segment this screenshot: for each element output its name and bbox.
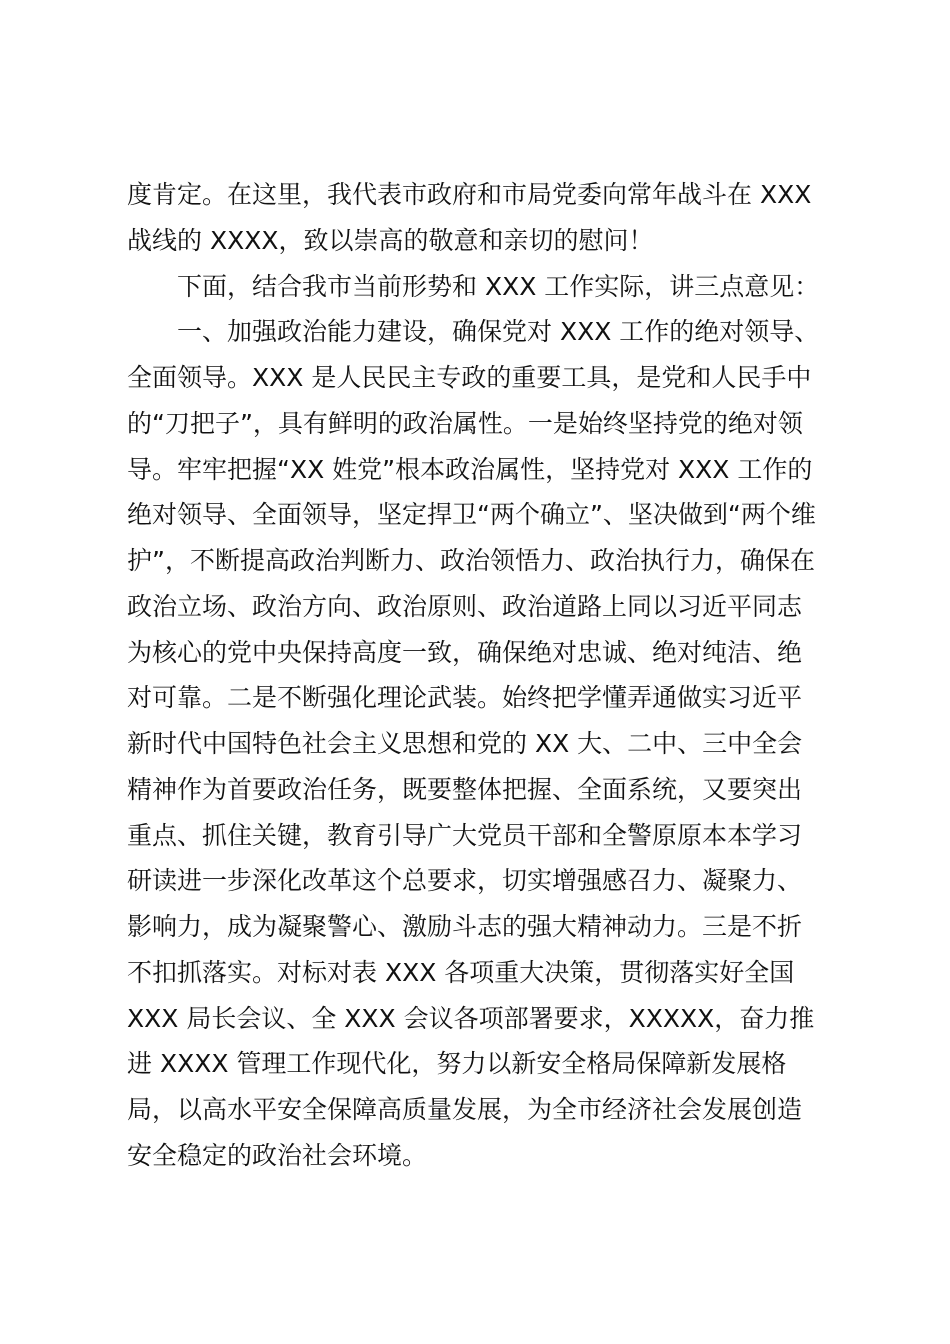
text-line-11: 为核心的党中央保持高度一致，确保绝对忠诚、绝对纯洁、绝	[127, 637, 803, 667]
text-line-13: 新时代中国特色社会主义思想和党的 XX 大、二中、三中全会	[127, 729, 803, 758]
text-line-19: XXX 局长会议、全 XXX 会议各项部署要求，XXXXX，奋力推	[127, 1003, 815, 1033]
text-line-20: 进 XXXX 管理工作现代化，努力以新安全格局保障新发展格	[127, 1049, 787, 1079]
text-line-10: 政治立场、政治方向、政治原则、政治道路上同以习近平同志	[127, 591, 803, 621]
text-line-1: 度肯定。在这里，我代表市政府和市局党委向常年战斗在 XXX	[127, 180, 812, 209]
text-line-22: 安全稳定的政治社会环境。	[127, 1140, 428, 1170]
body-text	[127, 176, 847, 1183]
text-line-3: 下面，结合我市当前形势和 XXX 工作实际，讲三点意见：	[177, 271, 820, 301]
text-line-15: 重点、抓住关键，教育引导广大党员干部和全警原原本本学习	[127, 820, 803, 850]
text-line-17: 影响力，成为凝聚警心、激励斗志的强大精神动力。三是不折	[127, 912, 803, 941]
text-line-7: 导。牢牢把握“XX 姓党”根本政治属性，坚持党对 XXX 工作的	[127, 454, 813, 484]
text-line-14: 精神作为首要政治任务，既要整体把握、全面系统，又要突出	[127, 774, 803, 804]
text-line-2: 战线的 XXXX，致以崇高的敬意和亲切的慰问！	[127, 225, 654, 255]
text-line-5: 全面领导。XXX 是人民民主专政的重要工具，是党和人民手中	[127, 363, 812, 392]
text-line-21: 局，以高水平安全保障高质量发展，为全市经济社会发展创造	[127, 1095, 803, 1124]
text-line-18: 不扣抓落实。对标对表 XXX 各项重大决策，贯彻落实好全国	[127, 957, 795, 987]
text-line-8: 绝对领导、全面领导，坚定捍卫“两个确立”、坚决做到“两个维	[127, 500, 816, 530]
text-line-9: 护”，不断提高政治判断力、政治领悟力、政治执行力，确保在	[127, 546, 815, 575]
text-line-12: 对可靠。二是不断强化理论武装。始终把学懂弄通做实习近平	[127, 683, 803, 713]
text-line-16: 研读进一步深化改革这个总要求，切实增强感召力、凝聚力、	[127, 866, 803, 896]
text-line-6: 的“刀把子”，具有鲜明的政治属性。一是始终坚持党的绝对领	[127, 408, 803, 438]
section-heading-1: 一、加强政治能力建设，确保党对 XXX 工作的绝对领导、	[177, 317, 820, 347]
